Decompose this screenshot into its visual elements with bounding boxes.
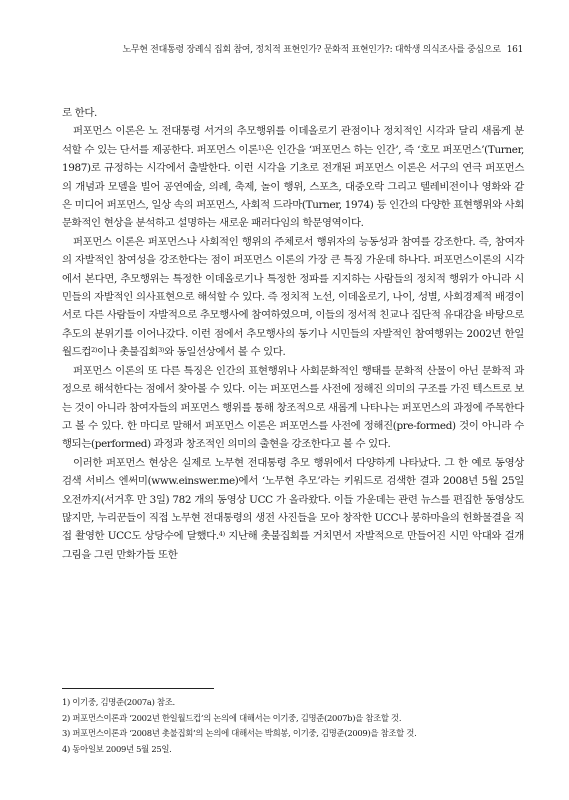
text-run: 퍼포먼스 이론은 퍼포먼스나 사회적인 행위의 주체로서 행위자의 능동성과 참여를 강조한다. 즉, 참여자의 자발적인 참여성을 강조한다는 점이 퍼포먼스 이론의 가장 큰 특징 가운데 하나다. 퍼포먼스이론의 시각에서 본다면, 추모행위는 특정한 이데올로기나 특정한 정파를 지지하는 사람들의 정치적 행위가 아니라 시민들의 자발적인 의사표현으로 해석할 수 있다. 즉 정치적 노선, 이데올로기, 나이, 성별, 사회경제적 배경이 서로 다른 사람들이 자발적으로 추모행사에 참여하였으며, 이들의 정서적 친교나 집단적 유대감을 바탕으로 추도의 분위기를 이어나갔다. 이런 점에서 추모행사의 동기나 시민들의 자발적인 참여행위는 2002년 한일월드컵: [62, 235, 524, 359]
footnote-2: 2) 퍼포먼스이론과 ‘2002년 한일월드컵’의 논의에 대해서는 이기중, 김명준(2007b)을 참조할 것.: [62, 712, 402, 723]
paragraph: [62, 122, 524, 232]
footnote-divider: [62, 688, 214, 689]
text-run: 이러한 퍼포먼스 현상은 실제로 노무현 전대통령 추모 행위에서 다양하게 나타났다. 그 한 예로 동영상 검색 서비스 엔써미(www.einswer.me)에서 ‘노무현 추모’라는 키워드로 검색한 결과 2008년 5월 25일 오전까지(서거후 만 3일) 782 개의 동영상 UCC 가 올라왔다. 이들 가운데는 관련 뉴스를 편집한 동영상도 많지만, 누리꾼들이 직접 노무현 전대통령의 생전 사진들을 모아 창작한 UCC나 봉하마을의 헌화물결을 직접 촬영한 UCC도 상당수에 달했다.: [62, 456, 524, 543]
text-run: 로 한다.: [62, 107, 97, 119]
footnote-marker: 3): [158, 346, 165, 355]
text-run: 퍼포먼스 이론은 노 전대통령 서거의 추모행위를 이데올로기 관점이나 정치적인 시각과 달리 새롭게 분석할 수 있는 단서를 제공한다. 퍼포먼스 이론: [62, 125, 524, 156]
paragraph: [62, 104, 524, 122]
running-title: 노무현 전대통령 장례식 집회 참여, 정치적 표현인가? 문화적 표현인가?: 대학생 의식조사를 중심으로: [122, 45, 501, 55]
footnote-1: 1) 이기중, 김명준(2007a) 참조.: [62, 697, 175, 707]
footnote-marker: 4): [218, 530, 225, 539]
paragraph: [62, 233, 524, 362]
text-run: 와 동일선상에서 볼 수 있다.: [164, 346, 286, 359]
footnote-marker: 1): [257, 143, 264, 152]
footnote-3: 3) 퍼포먼스이론과 ‘2008년 촛불집회’의 논의에 대해서는 박희봉, 이기중, 김명준(2009)을 참조할 것.: [62, 728, 417, 739]
footnote-marker: 2): [91, 346, 98, 355]
footnote-4: 4) 동아일보 2009년 5월 25일.: [62, 743, 172, 754]
text-run: 지난해 촛불집회를 거치면서 자발적으로 만들어진 시민 악대와 걸개그림을 그린 만화가들 또한: [62, 530, 524, 561]
footnotes: [62, 695, 524, 757]
text-run: 이나 촛불집회: [97, 346, 159, 359]
text-run: 퍼포먼스 이론의 또 다른 특징은 인간의 표현행위나 사회문화적인 행태를 문화적 산물이 아닌 문화적 과정으로 해석한다는 점에서 찾아볼 수 있다. 이는 퍼포먼스를 사전에 정해진 의미의 구조를 가진 텍스트로 보는 것이 아니라 참여자들의 퍼포먼스 행위를 통해 창조적으로 새롭게 나타나는 퍼포먼스의 과정에 주목한다고 볼 수 있다. 한 마디로 말해서 퍼포먼스 이론은 퍼포먼스를 사전에 정해진(pre-formed) 것이 아니라 수행되는(performed) 과정과 창조적인 의미의 출현을 강조한다고 볼 수 있다.: [62, 364, 524, 451]
text-run: 은 인간을 ‘퍼포먼스 하는 인간’, 즉 ‘호모 퍼포먼스’(Turner, 1987)로 규정하는 시각에서 출발한다. 이런 시각을 기초로 전개된 퍼포먼스 이론은 서구의 연극 퍼포먼스의 개념과 모델을 빌어 공연예술, 의례, 축제, 놀이 행위, 스포츠, 대중오락 그리고 텔레비전이나 영화와 같은 미디어 퍼포먼스, 일상 속의 퍼포먼스, 사회적 드라마(Turner, 1974) 등 인간의 다양한 표현행위와 사회문화적인 현상을 분석하고 설명하는 새로운 패러다임의 학문영역이다.: [62, 143, 525, 230]
paragraph: [62, 362, 524, 454]
page-number: 161: [506, 45, 523, 55]
paragraph: [62, 454, 524, 564]
body-text: [62, 104, 524, 564]
running-header: [40, 42, 523, 55]
